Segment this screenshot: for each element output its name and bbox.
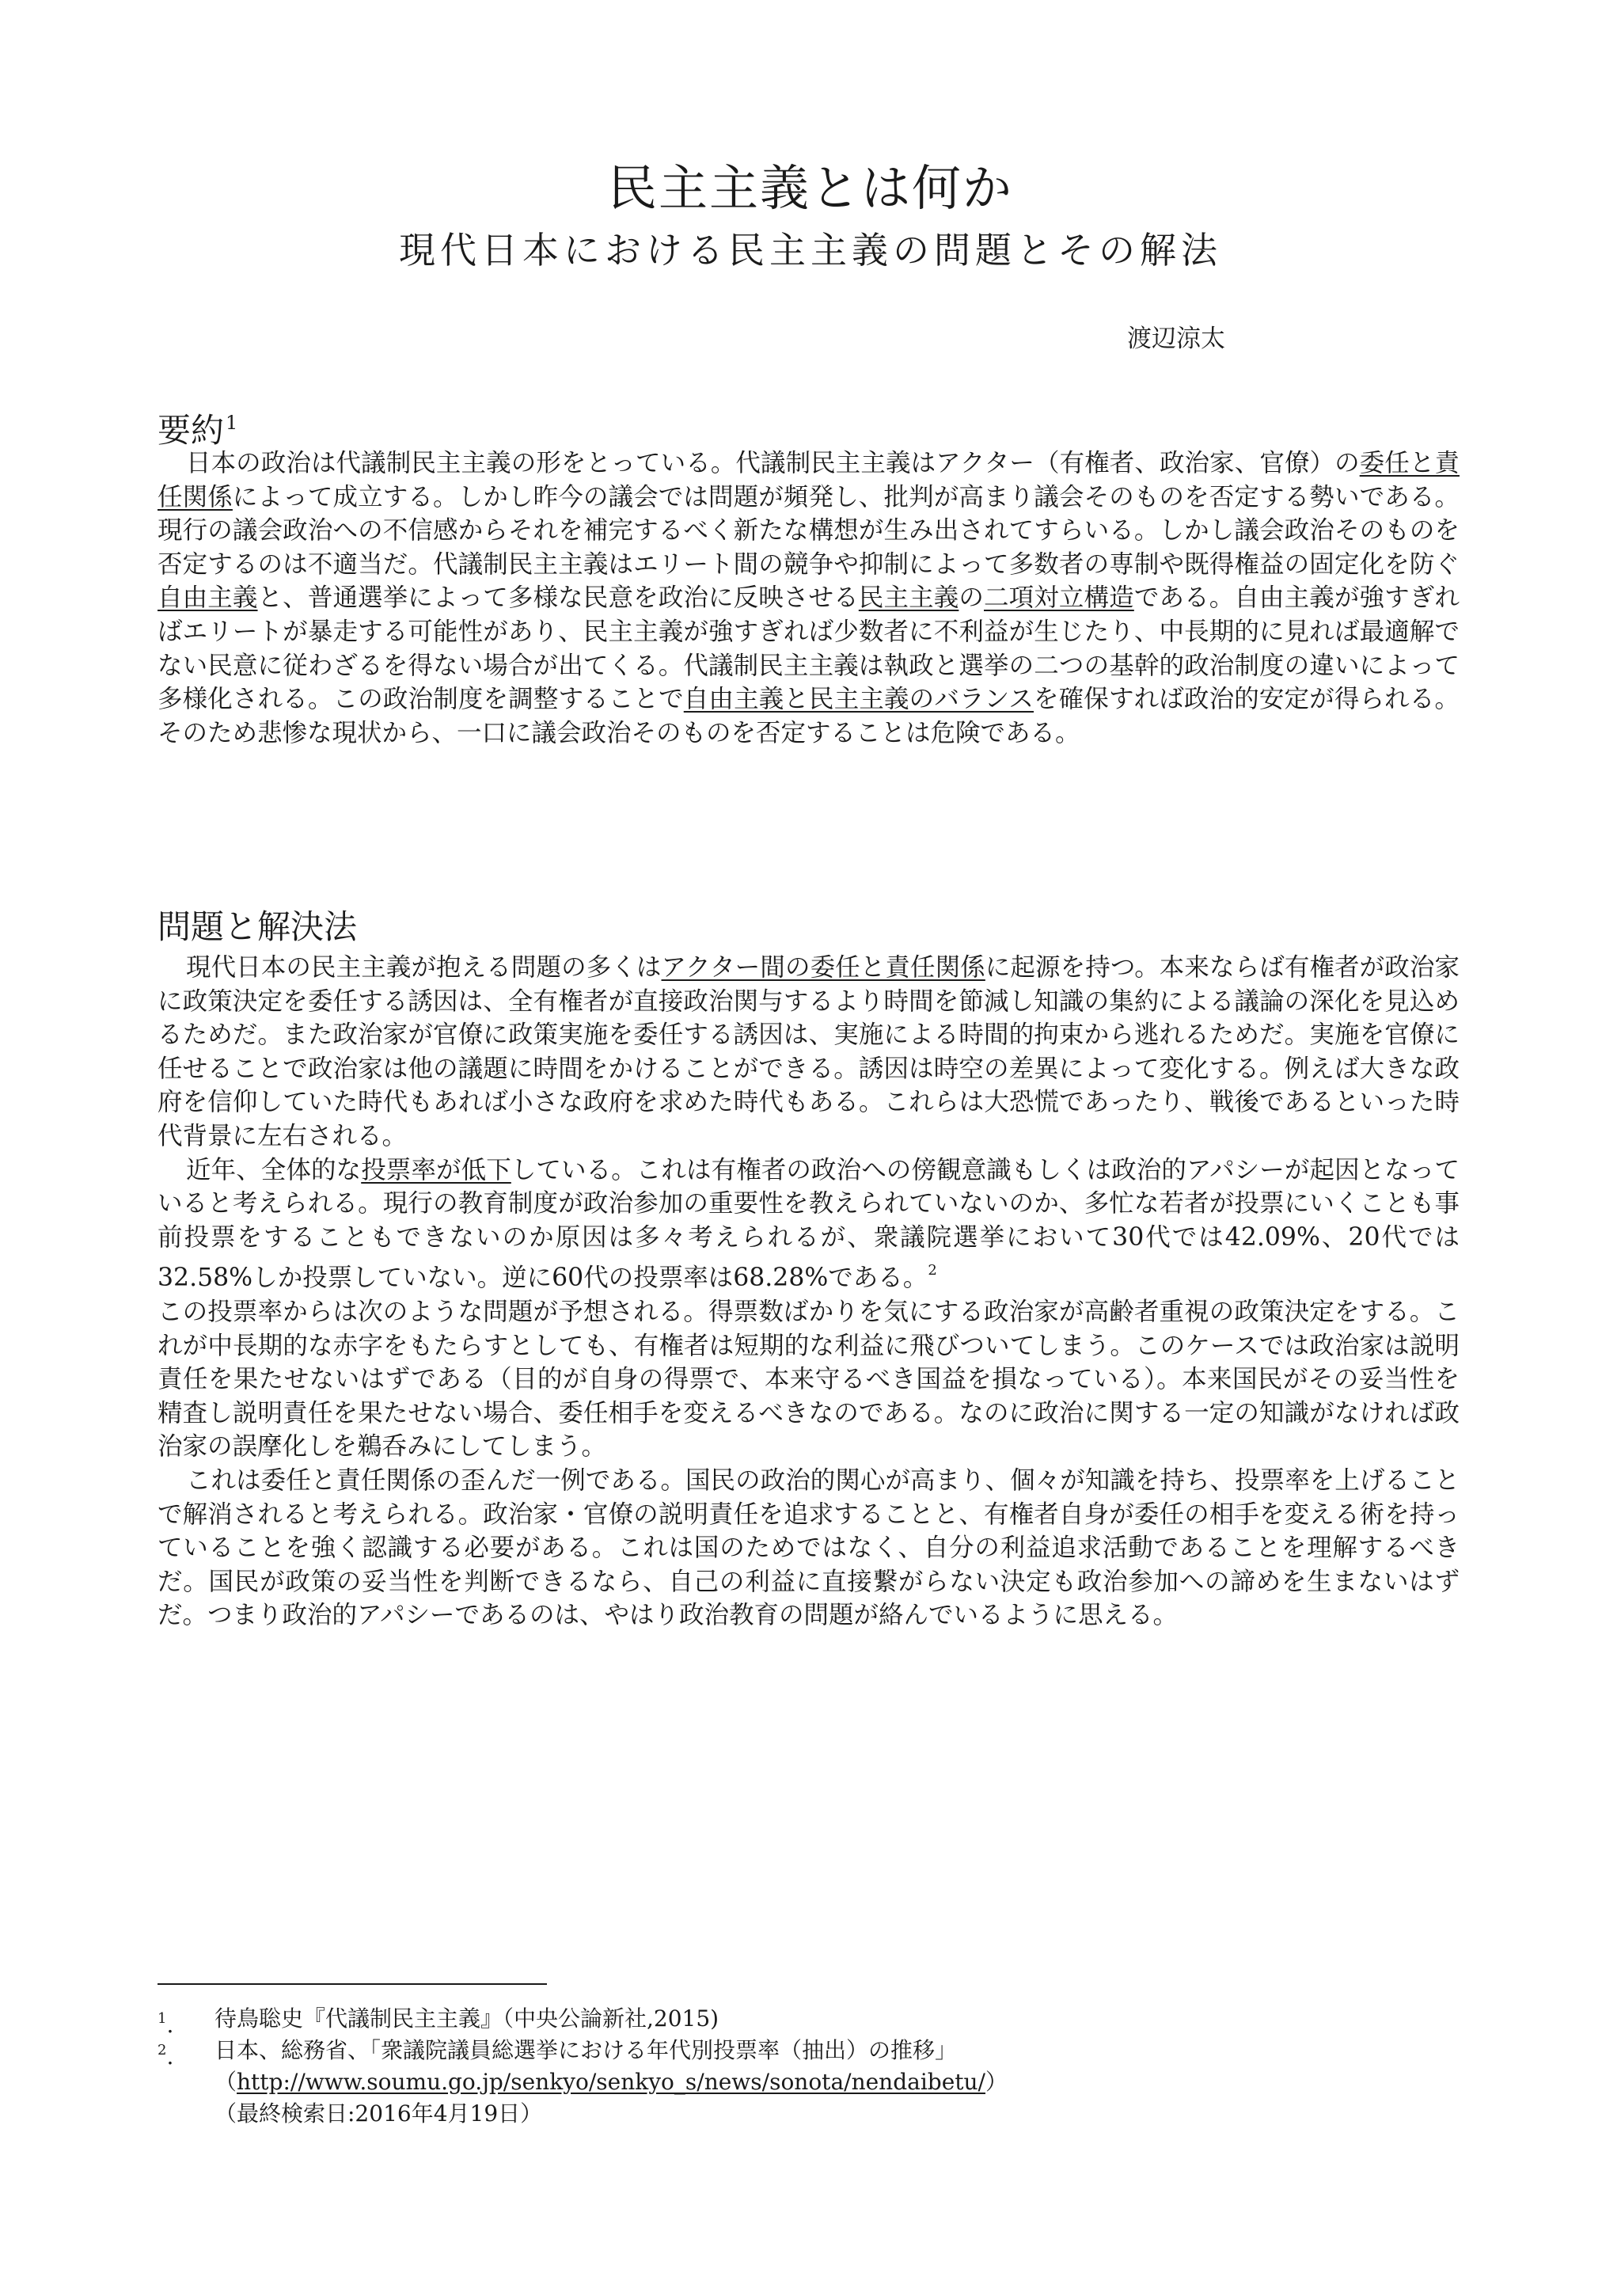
- page-subtitle: 現代日本における民主主義の問題とその解法: [399, 229, 1222, 272]
- footnote-reference: 2: [928, 1262, 937, 1279]
- underlined-term: 委任と責任関係: [158, 449, 1460, 511]
- paragraph: [158, 951, 1460, 1154]
- author-name: 渡辺涼太: [1127, 325, 1225, 353]
- text-run: によって成立する。しかし昨今の議会では問題が頻発し、批判が高まり議会そのものを否定する勢いである。現行の議会政治への不信感からそれを補完するべく新たな構想が生み出されてすらいる。しかし議会政治そのものを否定するのは不適当だ。代議制民主主義はエリート間の競争や抑制によって多数者の専制や既得権益の固定化を防ぐ: [158, 482, 1460, 579]
- footnotes: [158, 2003, 1460, 2130]
- underlined-term: 二項対立構造: [984, 584, 1134, 613]
- underlined-term: アクター間の委任と責任関係: [661, 953, 985, 982]
- footnote-number: 2: [158, 2042, 167, 2058]
- text-run: と、普通選挙によって多様な民意を政治に反映させる: [257, 584, 859, 613]
- paragraph: [158, 1295, 1460, 1464]
- source-url-link[interactable]: http://www.soumu.go.jp/senkyo/senkyo_s/news/sonota/nendaibetu/: [237, 2069, 985, 2095]
- underlined-term: 自由主義: [158, 584, 258, 613]
- footnote-divider: [158, 1983, 547, 1985]
- text-run: に起源を持つ。本来ならば有権者が政治家に政策決定を委任する誘因は、全有権者が直接政治関与するより時間を節減し知識の集約による議論の深化を見込めるためだ。また政治家が官僚に政策実施を委任する誘因は、実施による時間的拘束から逃れるためだ。実施を官僚に任せることで政治家は他の議題に時間をかけることができる。誘因は時空の差異によって変化する。例えば大きな政府を信仰していた時代もあれば小さな政府を求めた時代もある。これらは大恐慌であったり、戦後であるといった時代背景に左右される。: [158, 953, 1460, 1150]
- problems-body: [158, 951, 1460, 1633]
- underlined-term: 民主主義: [858, 584, 959, 613]
- page-title: 民主主義とは何か: [607, 159, 1013, 217]
- footnote-marker: $^2$.: [158, 2042, 174, 2070]
- section-heading-summary: [158, 401, 237, 453]
- underlined-term: 自由主義と民主主義のバランス: [683, 685, 1034, 714]
- text-run: である。自由主義が強すぎればエリートが暴走する可能性があり、民主主義が強すぎれば少数者に不利益が生じたり、中長期的に見れば最適解でない民意に従わざるを得ない場合が出てくる。代議制民主主義は執政と選挙の二つの基幹的政治制度の違いによって多様化される。この政治制度を調整することで: [158, 584, 1460, 714]
- footnote-line: 日本、総務省、「衆議院議員総選挙における年代別投票率（抽出）の推移」: [214, 2037, 958, 2063]
- text-run: 日本の政治は代議制民主主義の形をとっている。代議制民主主義はアクター（有権者、政治家、官僚）の: [186, 449, 1360, 477]
- paragraph: [158, 1464, 1460, 1633]
- footnote-line: （最終検索日:2016年4月19日）: [214, 2100, 543, 2127]
- paragraph: [158, 447, 1460, 750]
- footnote-number: 1: [158, 2010, 167, 2027]
- footnote-item: [158, 2003, 1460, 2038]
- section-heading-text: 要約: [158, 411, 225, 450]
- text-run: これは委任と責任関係の歪んだ一例である。国民の政治的関心が高まり、個々が知識を持ち、投票率を上げることで解消されると考えられる。政治家・官僚の説明責任を追求することと、有権者自身が委任の相手を変える術を持っていることを強く認識する必要がある。これは国のためではなく、自分の利益追求活動であることを理解するべきだ。国民が政策の妥当性を判断できるなら、自己の利益に直接繋がらない決定も政治参加への諦めを生まないはずだ。つまり政治的アパシーであるのは、やはり政治教育の問題が絡んでいるように思える。: [158, 1465, 1460, 1630]
- text-run: している。これは有権者の政治への傍観意識もしくは政治的アパシーが起因となっていると考えられる。現行の教育制度が政治参加の重要性を教えられていないのか、多忙な若者が投票にいくことも事前投票をすることもできないのか原因は多々考えられるが、衆議院選挙において30代では42.09%、20代では32.58%しか投票していない。逆に60代の投票率は68.28%である。: [158, 1155, 1460, 1293]
- footnote-item: [158, 2035, 1460, 2130]
- section-heading-problems: [158, 905, 357, 949]
- text-run: 近年、全体的な: [186, 1155, 362, 1184]
- section-heading-text: 問題と解決法: [158, 907, 358, 946]
- text-run: 現代日本の民主主義が抱える問題の多くは: [186, 953, 662, 982]
- footnote-bracket: ）: [985, 2069, 1008, 2095]
- text-run: を確保すれば政治的安定が得られる。そのため悲惨な現状から、一口に議会政治そのものを否定することは危険である。: [158, 685, 1460, 747]
- text-run: の: [959, 584, 984, 613]
- summary-body: [158, 447, 1460, 750]
- text-run: この投票率からは次のような問題が予想される。得票数ばかりを気にする政治家が高齢者重視の政策決定をする。これが中長期的な赤字をもたらすとしても、有権者は短期的な利益に飛びついてしまう。このケースでは政治家は説明責任を果たせないはずである（目的が自身の得票で、本来守るべき国益を損なっている）。本来国民がその妥当性を精査し説明責任を果たせない場合、委任相手を変えるべきなのである。なのに政治に関する一定の知識がなければ政治家の誤摩化しを鵜呑みにしてしまう。: [158, 1297, 1460, 1462]
- paragraph: [158, 1154, 1460, 1295]
- footnote-line: [214, 2066, 1460, 2098]
- footnote-reference: 1: [226, 412, 238, 434]
- footnote-line: 待鳥聡史『代議制民主主義』（中央公論新社,2015): [214, 2005, 719, 2032]
- underlined-term: 投票率が低下: [361, 1155, 511, 1184]
- footnote-marker: $^1$.: [158, 2010, 174, 2038]
- footnote-bracket: （: [214, 2069, 237, 2095]
